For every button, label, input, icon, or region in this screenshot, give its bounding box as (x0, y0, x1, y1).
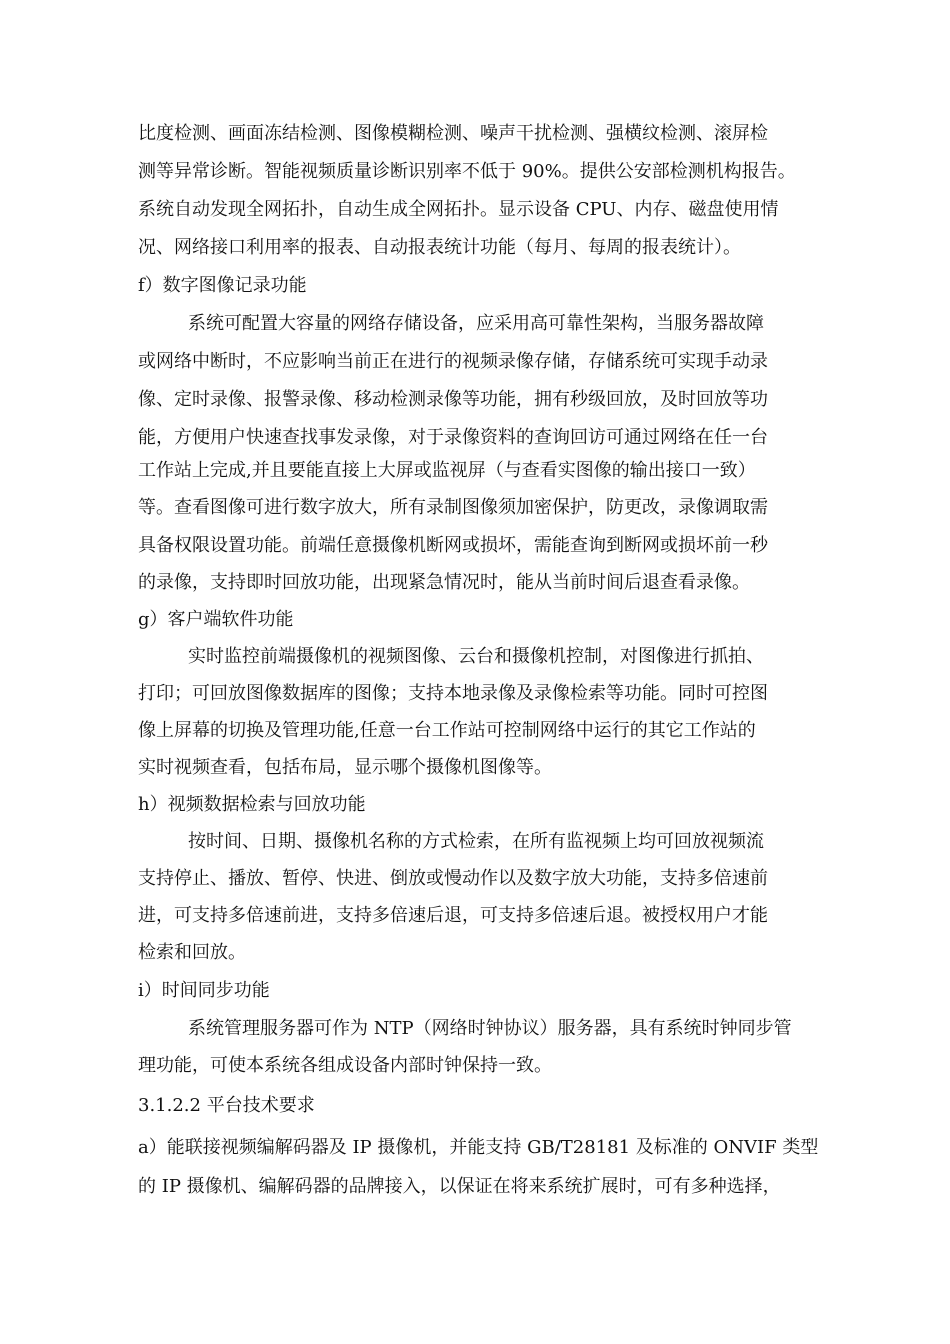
text-line: 进，可支持多倍速前进，支持多倍速后退，可支持多倍速后退。被授权用户才能 (138, 905, 768, 926)
section-heading-h: h）视频数据检索与回放功能 (138, 794, 366, 815)
text-line: 按时间、日期、摄像机名称的方式检索，在所有监视频上均可回放视频流 (188, 831, 764, 852)
text-line: 打印；可回放图像数据库的图像；支持本地录像及录像检索等功能。同时可控图 (138, 683, 768, 704)
text-line: 检索和回放。 (138, 942, 246, 963)
section-heading-3-1-2-2: 3.1.2.2 平台技术要求 (138, 1095, 315, 1116)
text-line: 系统自动发现全网拓扑，自动生成全网拓扑。显示设备 CPU、内存、磁盘使用情 (138, 199, 779, 220)
section-heading-i: i）时间同步功能 (138, 980, 270, 1001)
section-heading-g: g）客户端软件功能 (138, 609, 294, 630)
text-line: 系统可配置大容量的网络存储设备，应采用高可靠性架构，当服务器故障 (188, 313, 764, 334)
text-line: 理功能，可使本系统各组成设备内部时钟保持一致。 (138, 1055, 552, 1076)
text-line: 比度检测、画面冻结检测、图像模糊检测、噪声干扰检测、强横纹检测、滚屏检 (138, 123, 768, 144)
text-line: 支持停止、播放、暂停、快进、倒放或慢动作以及数字放大功能，支持多倍速前 (138, 868, 768, 889)
text-line: a）能联接视频编解码器及 IP 摄像机，并能支持 GB/T28181 及标准的 ONVIF 类型 (138, 1137, 819, 1158)
text-line: 或网络中断时，不应影响当前正在进行的视频录像存储，存储系统可实现手动录 (138, 351, 768, 372)
text-line: 系统管理服务器可作为 NTP（网络时钟协议）服务器，具有系统时钟同步管 (188, 1018, 792, 1039)
text-line: 等。查看图像可进行数字放大，所有录制图像须加密保护，防更改，录像调取需 (138, 497, 768, 518)
text-line: 像上屏幕的切换及管理功能,任意一台工作站可控制网络中运行的其它工作站的 (138, 720, 756, 741)
section-heading-f: f）数字图像记录功能 (138, 275, 307, 296)
text-line: 像、定时录像、报警录像、移动检测录像等功能，拥有秒级回放，及时回放等功 (138, 389, 768, 410)
text-line: 具备权限设置功能。前端任意摄像机断网或损坏，需能查询到断网或损坏前一秒 (138, 535, 768, 556)
text-line: 的录像，支持即时回放功能，出现紧急情况时，能从当前时间后退查看录像。 (138, 572, 750, 593)
text-line: 的 IP 摄像机、编解码器的品牌接入，以保证在将来系统扩展时，可有多种选择， (138, 1176, 781, 1197)
text-line: 测等异常诊断。智能视频质量诊断识别率不低于 90%。提供公安部检测机构报告。 (138, 161, 796, 182)
text-line: 工作站上完成,并且要能直接上大屏或监视屏（与查看实图像的输出接口一致） (138, 460, 756, 481)
text-line: 况、网络接口利用率的报表、自动报表统计功能（每月、每周的报表统计）。 (138, 237, 741, 258)
text-line: 实时视频查看，包括布局，显示哪个摄像机图像等。 (138, 757, 552, 778)
text-line: 实时监控前端摄像机的视频图像、云台和摄像机控制，对图像进行抓拍、 (188, 646, 764, 667)
text-line: 能，方便用户快速查找事发录像，对于录像资料的查询回访可通过网络在任一台 (138, 427, 768, 448)
